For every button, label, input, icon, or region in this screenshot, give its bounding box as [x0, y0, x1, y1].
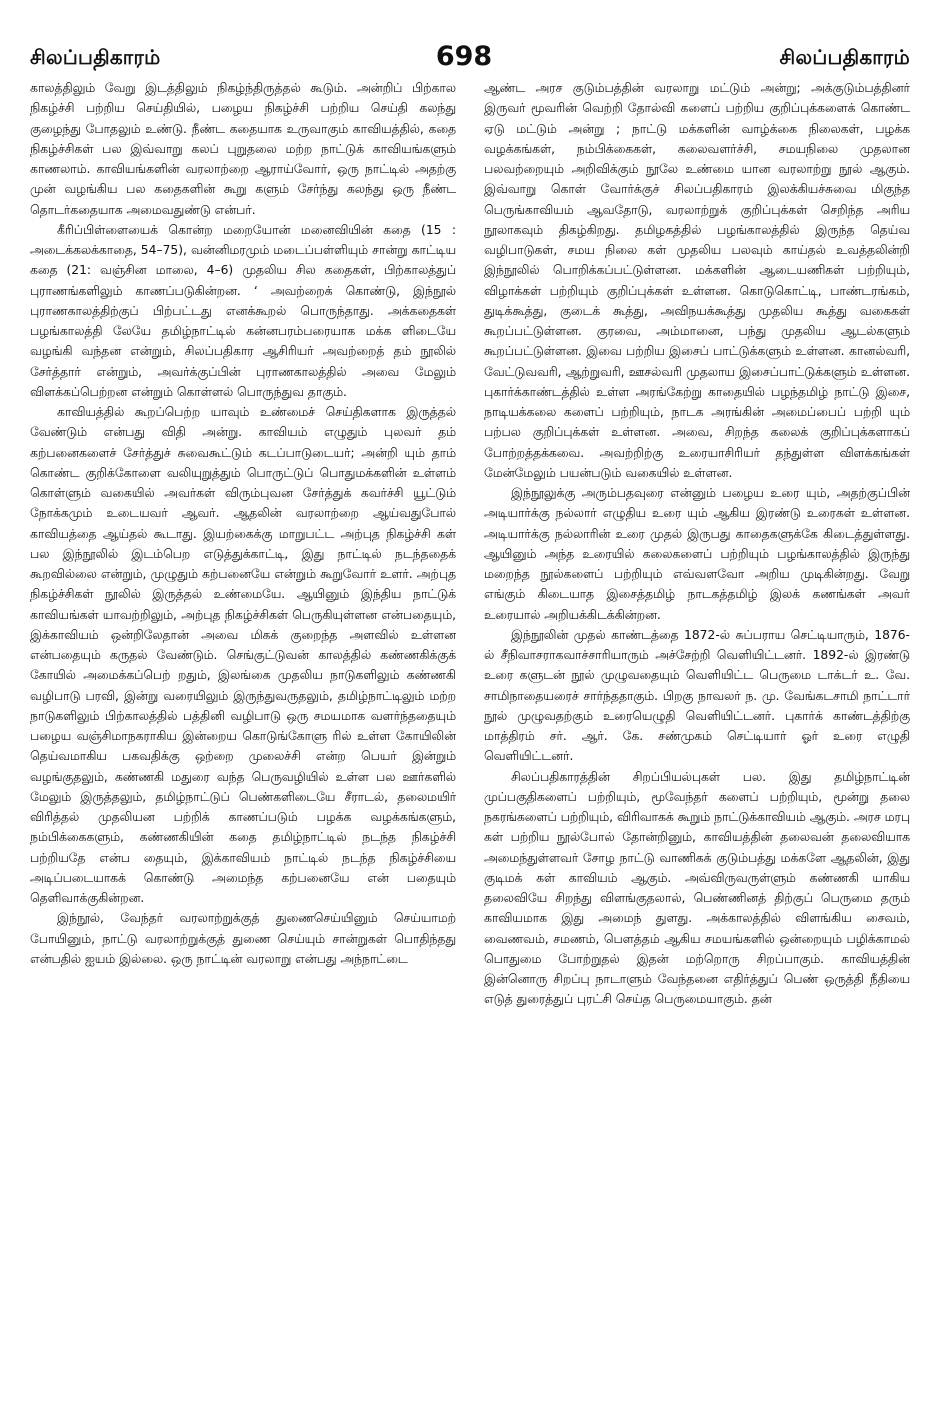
paragraph: சிலப்பதிகாரத்தின் சிறப்பியல்புகள் பல. இது தமிழ்நாட்டின் முப்பகுதிகளைப் பற்றியும், மூவேந்தர் களைப் பற்றியும், மூன்று தலை நகரங்களைப் பற்றியும், விரிவாகக் கூறும் நாட்டுக்காவியம் ஆகும். அரச மரபு கள் பற்றிய நூல்போல் தோன்றினும், காவியத்தின் தலைவன் தலைவியாக அமைந்துள்ளவர் சோழ நாட்டு வாணிகக் குடும்பத்து மக்களே ஆதலின், இது குடிமக் கள் காவியம் ஆகும். அவ்விருவருள்ளும் கண்ணகி யாகிய தலைவியே சிறந்து விளங்குதலால், பெண்ணினத் திற்குப் பெருமை தரும் காவியமாக இது அமைந் துளது. அக்காலத்தில் விளங்கிய சைவம், வைணவம், சமணம், பௌத்தம் ஆகிய சமயங்களில் ஒன்றையும் பழிக்காமல் பொதுமை போற்றுதல் இதன் மற்றொரு சிறப்பாகும். காவியத்தின் இன்னொரு சிறப்பு நாடாளும் வேந்தனை எதிர்த்துப் பெண் ஒருத்தி நீதியை எடுத் துரைத்துப் புரட்சி செய்த பெருமையாகும். தன் — [484, 769, 910, 1007]
paragraph: இந்நூலுக்கு அரும்பதவுரை என்னும் பழைய உரை யும், அதற்குப்பின் அடியார்க்கு நல்லார் எழுதிய உரை யும் ஆகிய இரண்டு உரைகள் உள்ளன. அடியார்க்கு நல்லாரின் உரை முதல் இருபது காதைகளுக்கே கிடைத்துள்ளது. ஆயினும் அந்த உரையில் கலைகளைப் பற்றியும் பழங்காலத்தில் இருந்து மறைந்த நூல்களைப் பற்றியும் எவ்வளவோ அறிய முடிகின்றது. வேறு எங்கும் கிடையாத இசைத்தமிழ் நாடகத்தமிழ் இலக் கணங்கள் அவர் உரையால் அறியக்கிடக்கின்றன. — [484, 486, 910, 622]
paragraph: காலத்திலும் வேறு இடத்திலும் நிகழ்ந்திருத்தல் கூடும். அன்றிப் பிற்கால நிகழ்ச்சி பற்றிய செய்தியில், பழைய நிகழ்ச்சி பற்றிய செய்தி கலந்து குழைந்து போதலும் உண்டு. நீண்ட கதையாக உருவாகும் காவியத்தில், கதை நிகழ்ச்சிகள் பல இவ்வாறு கலப் புறுதலை மற்ற நாட்டுக் காவியங்களும் காணலாம். காவியங்களின் வரலாற்றை ஆராய்வோர், ஒரு நாட்டில் அதற்கு முன் வழங்கிய பல கதைகளின் கூறு களும் சேர்ந்து கலந்து ஒரு நீண்ட தொடர்கதையாக அமைவதுண்டு என்பர். — [30, 81, 456, 217]
left-column — [30, 78, 456, 1418]
paragraph: ஆண்ட அரச குடும்பத்தின் வரலாறு மட்டும் அன்று; அக்குடும்பத்தினர் இருவர் மூவரின் வெற்றி தோல்வி களைப் பற்றிய குறிப்புக்களைக் கொண்ட ஏடு மட்டும் அன்று ; நாட்டு மக்களின் வாழ்க்கை நிலைகள், பழக்க வழக்கங்கள், நம்பிக்கைகள், கலைவளர்ச்சி, சமயநிலை முதலான பலவற்றையும் அறிவிக்கும் நூலே உண்மை யான வரலாற்று நூல் ஆகும். இவ்வாறு கொள் வோர்க்குச் சிலப்பதிகாரம் இலக்கியச்சுவை மிகுந்த பெருங்காவியம் ஆவதோடு, வரலாற்றுக் குறிப்புக்கள் செறிந்த அரிய நூலாகவும் திகழ்கிறது. தமிழகத்தில் பழங்காலத்தில் இருந்த தெய்வ வழிபாடுகள், சமய நிலை கள் முதலிய பலவும் காய்தல் உவத்தலின்றி இந்நூலில் பொறிக்கப்பட்டுள்ளன. மக்களின் ஆடையணிகள் பற்றியும், விழாக்கள் பற்றியும் குறிப்புக்கள் உள்ளன. கொடுகொட்டி, பாண்டரங்கம், துடிக்கூத்து, குடைக் கூத்து, அவிநயக்கூத்து முதலிய கூத்து வகைகள் கூறப்பட்டுள்ளன. குரவை, அம்மானை, பந்து முதலிய ஆடல்களும் கூறப்பட்டுள்ளன. இவை பற்றிய இசைப் பாட்டுக்களும் உள்ளன. கானல்வரி, வேட்டுவவரி, ஆற்றுவரி, ஊசல்வரி முதலாய இசைப்பாட்டுக்களும் உள்ளன. புகார்க்காண்டத்தில் உள்ள அரங்கேற்று காதையில் பழந்தமிழ் நாட்டு இசை, நாடியக்கலை களைப் பற்றியும், நாடக அரங்கின் அமைப்பைப் பற்றி யும் பற்பல குறிப்புக்கள் உள்ளன. அவை, சிறந்த கலைக் குறிப்புக்களாகப் போற்றத்தக்கவை. அவற்றிற்கு உரையாசிரியர் தந்துள்ள விளக்கங்கள் மேன்மேலும் பயன்படும் வகையில் உள்ளன. — [484, 81, 910, 480]
paragraph: காவியத்தில் கூறப்பெற்ற யாவும் உண்மைச் செய்திகளாக இருத்தல் வேண்டும் என்பது விதி அன்று. காவியம் எழுதும் புலவர் தம் கற்பனைகளைச் சேர்த்துச் சுவைகூட்டும் கடப்பாடுடையர்; அன்றி யும் தாம் கொண்ட குறிக்கோளை வலியுறுத்தும் பொருட்டுப் பொதுமக்களின் உள்ளம் கொள்ளும் வகையில் அவர்கள் விரும்புவன சேர்த்துக் கவர்ச்சி யூட்டும் நோக்கமும் உடையவர் ஆவர். ஆதலின் வரலாற்றை ஆய்வதுபோல் காவியத்தை ஆய்தல் கூடாது. இயற்கைக்கு மாறுபட்ட அற்புத நிகழ்ச்சி கள் பல இந்நூலில் இடம்பெற எடுத்துக்காட்டி, இது நாட்டில் நடந்ததைக் கூறவில்லை என்றும், முழுதும் கற்பனையே என்றும் கூறுவோர் உளர். அற்புத நிகழ்ச்சிகள் நூலில் இருத்தல் உண்மையே. ஆயினும் இந்திய நாட்டுக் காவியங்கள் யாவற்றிலும், அற்புத நிகழ்ச்சிகள் பெருகியுள்ளன என்பதையும், இக்காவியம் ஒன்றிலேதான் அவை மிகக் குறைந்த அளவில் உள்ளன என்பதையும் கருதல் வேண்டும். செங்குட்டுவன் காலத்தில் கண்ணகிக்குக் கோயில் அமைக்கப்பெற் றதும், இலங்கை முதலிய நாடுகளிலும் கண்ணகி வழிபாடு பரவி, இன்று வரையிலும் இருந்துவருதலும், தமிழ்நாட்டிலும் மற்ற நாடுகளிலும் பிற்காலத்தில் பத்தினி வழிபாடு ஒரு சமயமாக வளர்ந்ததையும் பழைய வஞ்சிமாநகராகிய இன்றைய கொடுங்கோளு ரில் உள்ள கோயிலின் தெய்வமாகிய பகவதிக்கு ஒற்றை முலைச்சி என்ற பெயர் இன்றும் வழங்குதலும், கண்ணகி மதுரை வந்த பெருவழியில் உள்ள பல ஊர்களில் மேலும் இருத்தலும், தமிழ்நாட்டுப் பெண்களிடையே சீராடல், தலைமயிர் விரித்தல் முதலியன பற்றிக் காணப்படும் பழக்க வழக்கங்களும், நம்பிக்கைகளும், கண்ணகியின் கதை தமிழ்நாட்டில் நடந்த நிகழ்ச்சி பற்றியதே என்ப தையும், இக்காவியம் நாட்டில் நடந்த நிகழ்ச்சியை அடிப்படையாகக் கொண்டு அமைந்த கற்பனையே என் பதையும் தெளிவாக்குகின்றன. — [30, 405, 456, 905]
page-number: 698 — [435, 41, 493, 72]
right-column — [484, 78, 910, 1418]
paragraph: கீரிப்பிள்ளையைக் கொன்ற மறையோன் மனைவியின் கதை (15 : அடைக்கலக்காதை, 54–75), வன்னிமரமும் மடைப்பள்ளியும் சான்று காட்டிய கதை (21: வஞ்சின மாலை, 4–6) முதலிய சில கதைகள், பிற்காலத்துப் புராணங்களிலும் காணப்படுகின்றன. ‘ அவற்றைக் கொண்டு, இந்நூல் புராணகாலத்திற்குப் பிற்பட்டது எனக்கூறல் பொருந்தாது. அக்கதைகள் பழங்காலத்தி லேயே தமிழ்நாட்டில் கன்னபரம்பரையாக மக்க ளிடையே வழங்கி வந்தன என்றும், சிலப்பதிகார ஆசிரியர் அவற்றைத் தம் நூலில் சேர்த்தார் என்றும், அவர்க்குப்பின் புராணகாலத்தில் அவை மேலும் விளக்கப்பெற்றன என்றும் கொள்ளல் பொருந்துவ தாகும். — [30, 222, 456, 399]
running-title-left: சிலப்பதிகாரம் — [30, 45, 161, 69]
paragraph: இந்நூலின் முதல் காண்டத்தை 1872-ல் சுப்பராய செட்டியாரும், 1876-ல் சீநிவாசராகவாச்சாரியாரும் அச்சேற்றி வெளியிட்டனர். 1892-ல் இரண்டு உரை களுடன் நூல் முழுவதையும் வெளியிட்ட பெருமை டாக்டர் உ. வே. சாமிநாதையரைச் சார்ந்ததாகும். பிறகு நாவலர் ந. மு. வேங்கடசாமி நாட்டார் நூல் முழுவதற்கும் உரையெழுதி வெளியிட்டனர். புகார்க் காண்டத்திற்கு மாத்திரம் சர். ஆர். கே. சண்முகம் செட்டியார் ஓர் உரை எழுதி வெளியிட்டனர். — [484, 627, 910, 764]
text-columns — [30, 78, 910, 1418]
running-title-right: சிலப்பதிகாரம் — [779, 45, 910, 69]
page-header — [30, 28, 910, 72]
paragraph: இந்நூல், வேந்தர் வரலாற்றுக்குத் துணைசெய்யினும் செய்யாமற் போயினும், நாட்டு வரலாற்றுக்குத் துணை செய்யும் சான்றுகள் பொதிந்தது என்பதில் ஐயம் இல்லை. ஒரு நாட்டின் வரலாறு என்பது அந்நாட்டை — [30, 911, 456, 966]
